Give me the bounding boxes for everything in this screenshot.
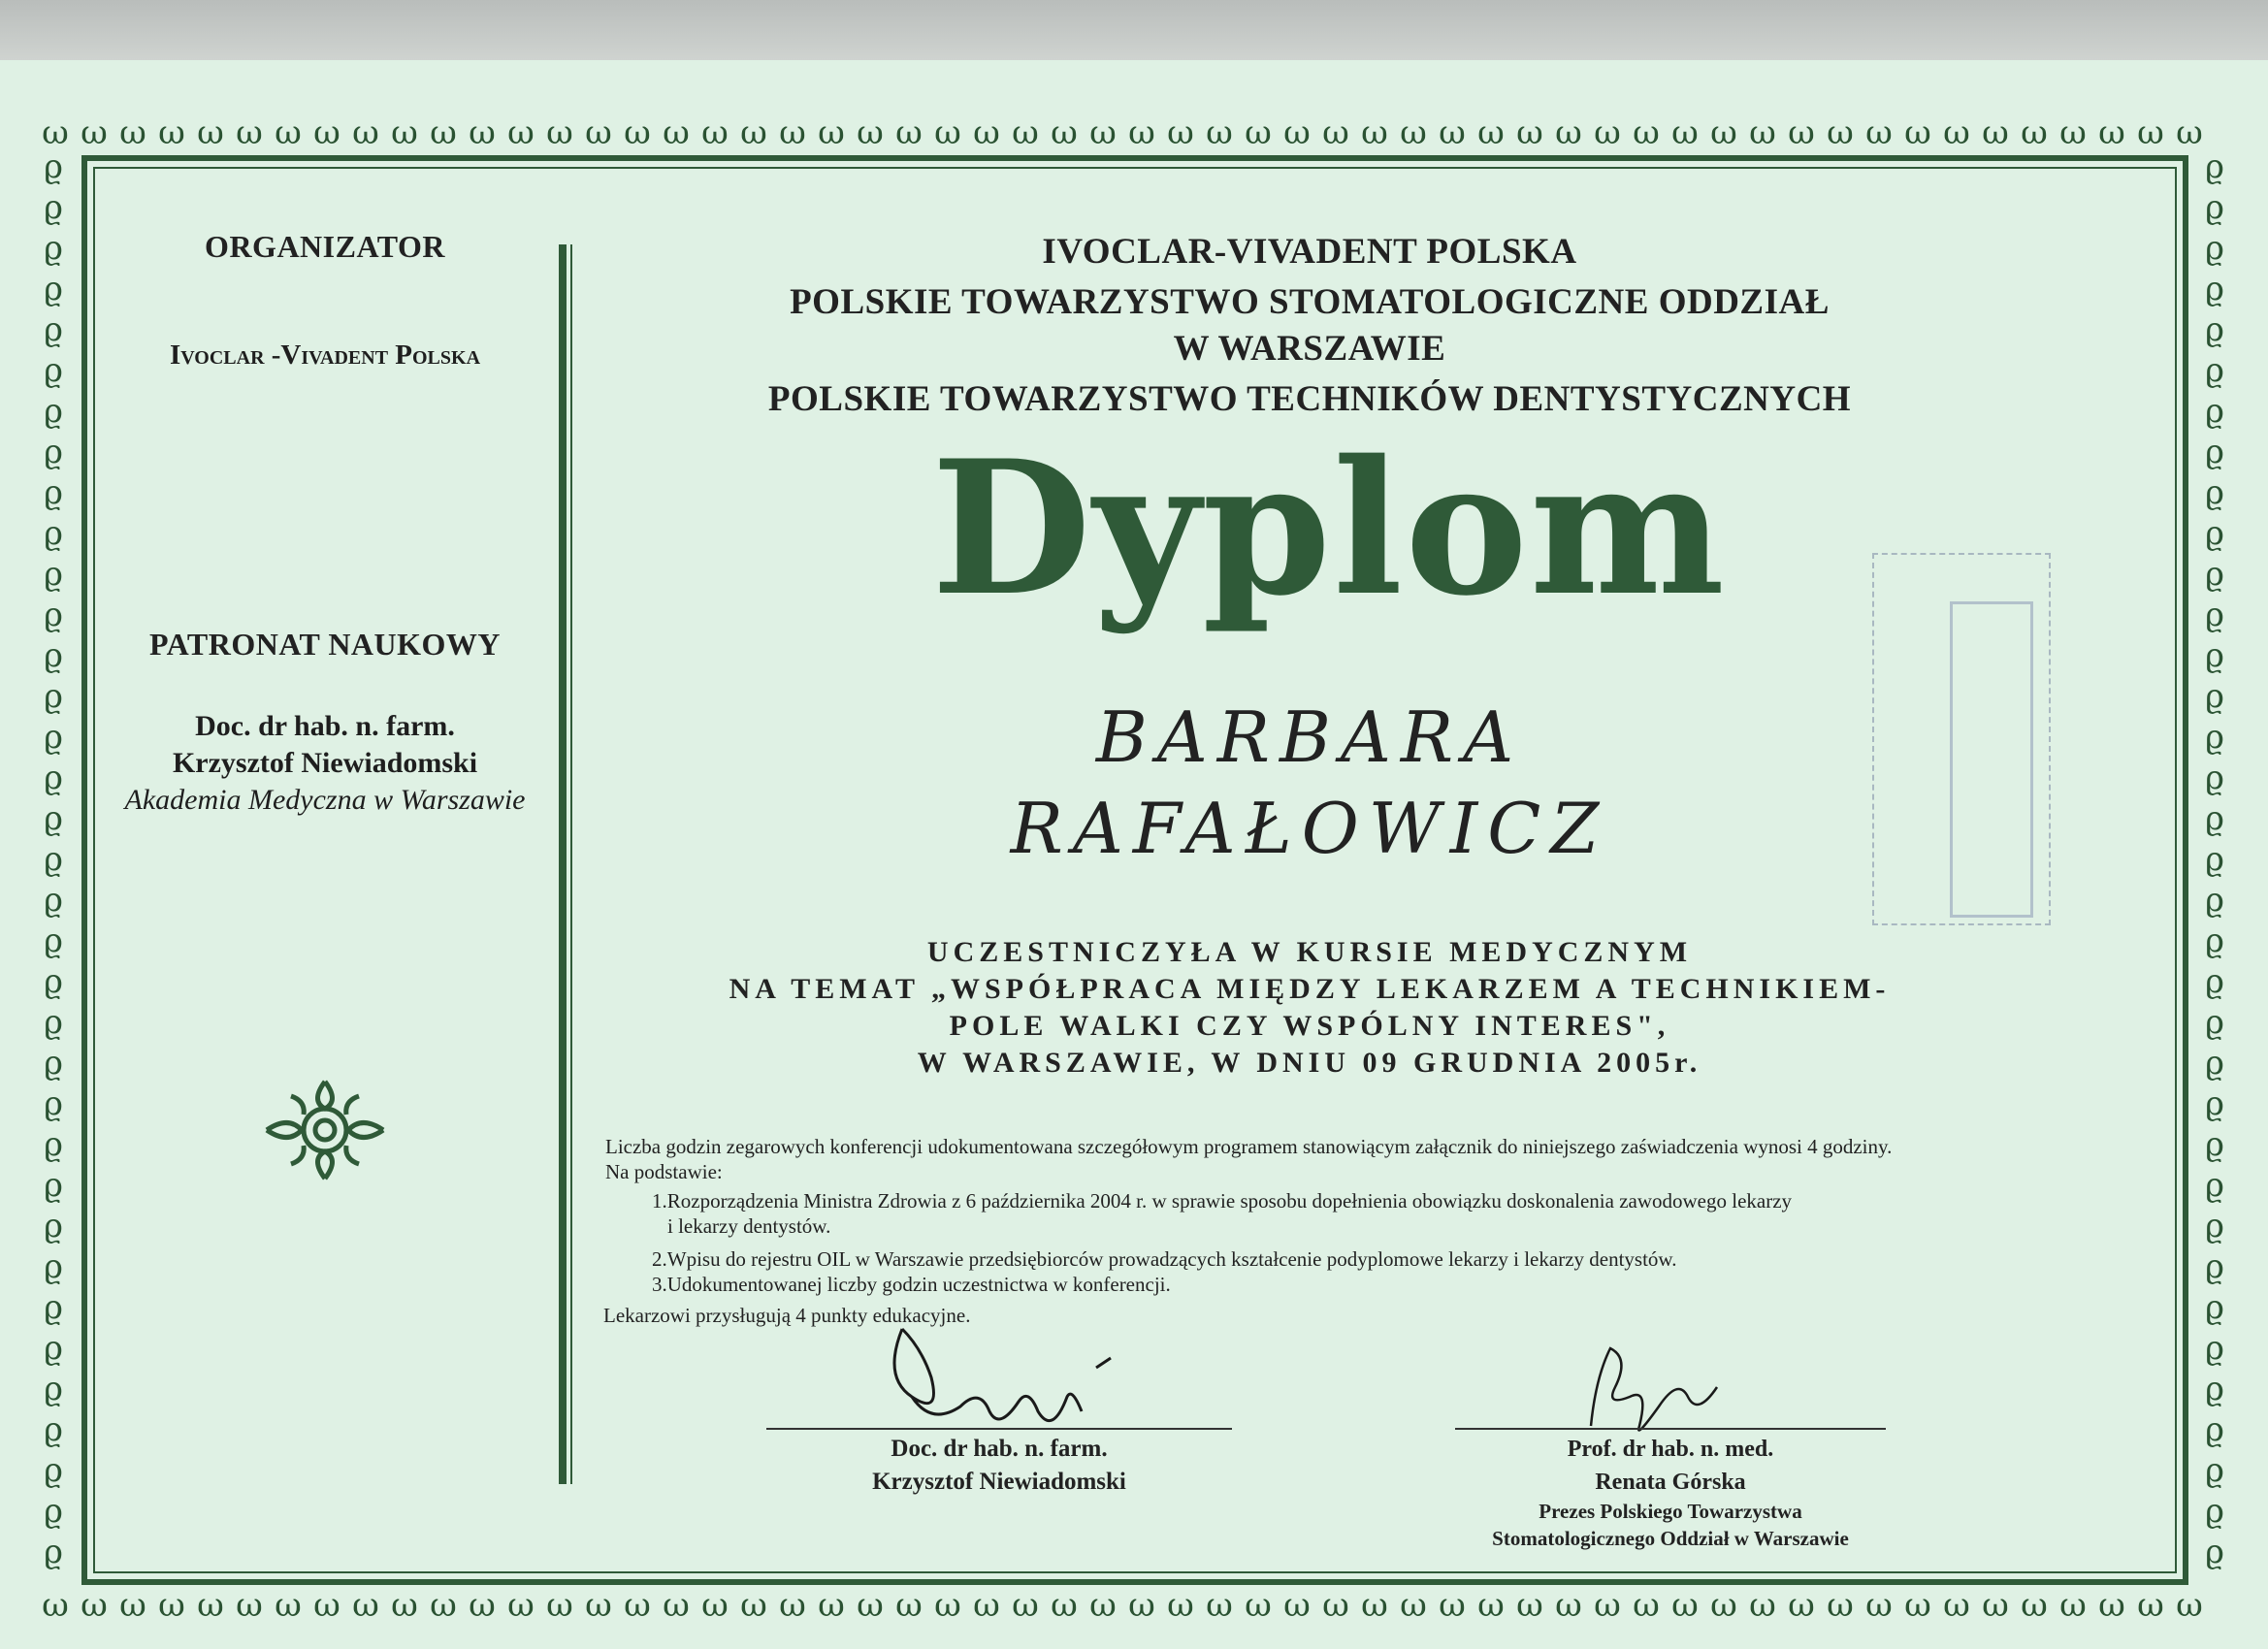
border-scroll-ornament: ω xyxy=(1128,118,1155,147)
border-scroll-ornament: ω xyxy=(2176,1591,2203,1620)
border-scroll-ornament: ω xyxy=(42,118,69,147)
right-signer-role-1: Prezes Polskiego Towarzystwa xyxy=(1539,1500,1802,1523)
border-scroll-ornament: ϱ xyxy=(2205,881,2224,920)
border-scroll-ornament: ω xyxy=(275,1591,302,1620)
border-scroll-ornament: ω xyxy=(430,118,457,147)
border-scroll-ornament: ω xyxy=(1322,1591,1349,1620)
border-scroll-ornament: ω xyxy=(1594,1591,1621,1620)
border-scroll-ornament: ω xyxy=(1089,1591,1117,1620)
border-scroll-ornament: ω xyxy=(1322,118,1349,147)
border-scroll-ornament: ϱ xyxy=(2205,351,2224,390)
scan-top-edge xyxy=(0,0,2268,60)
border-scroll-ornament: ω xyxy=(1671,1591,1699,1620)
border-scroll-ornament: ω xyxy=(624,1591,651,1620)
border-scroll-ornament: ω xyxy=(1361,118,1388,147)
header-line-1: IVOCLAR-VIVADENT POLSKA xyxy=(1042,232,1577,272)
border-scroll-ornament: ϱ xyxy=(44,1288,63,1327)
border-scroll-ornament: ω xyxy=(701,118,729,147)
border-scroll-ornament: ϱ xyxy=(44,677,63,716)
border-scroll-ornament: ω xyxy=(585,1591,612,1620)
border-scroll-ornament: ω xyxy=(1865,1591,1893,1620)
border-scroll-ornament: ϱ xyxy=(2205,1247,2224,1286)
border-scroll-ornament: ω xyxy=(1633,118,1660,147)
border-scroll-ornament: ϱ xyxy=(44,351,63,390)
border-scroll-ornament: ω xyxy=(1283,118,1311,147)
border-scroll-ornament: ϱ xyxy=(44,1044,63,1083)
border-scroll-ornament: ω xyxy=(1555,1591,1582,1620)
border-scroll-ornament: ω xyxy=(391,118,418,147)
border-scroll-ornament: ϱ xyxy=(2205,1410,2224,1449)
border-scroll-ornament: ϱ xyxy=(2205,1125,2224,1164)
border-scroll-ornament: ω xyxy=(1089,118,1117,147)
border-scroll-ornament: ω xyxy=(42,1591,69,1620)
right-signer-name: Renata Górska xyxy=(1595,1470,1746,1495)
border-scroll-ornament: ω xyxy=(158,118,185,147)
border-scroll-ornament: ω xyxy=(1206,1591,1233,1620)
border-scroll-ornament: ω xyxy=(1788,1591,1815,1620)
border-scroll-ornament: ϱ xyxy=(2205,718,2224,757)
border-scroll-ornament: ω xyxy=(740,1591,767,1620)
border-scroll-ornament: ω xyxy=(507,1591,535,1620)
points-statement: Lekarzowi przysługują 4 punkty edukacyjne. xyxy=(603,1304,971,1327)
border-scroll-ornament: ω xyxy=(1749,1591,1776,1620)
border-scroll-ornament: ω xyxy=(1555,118,1582,147)
recipient-last-name: RAFAŁOWICZ xyxy=(1010,788,1609,869)
patron-title: Doc. dr hab. n. farm. xyxy=(195,710,455,742)
border-scroll-ornament: ω xyxy=(1051,1591,1078,1620)
border-scroll-ornament: ϱ xyxy=(44,147,63,186)
border-scroll-ornament: ϱ xyxy=(2205,1166,2224,1205)
border-scroll-ornament: ϱ xyxy=(2205,677,2224,716)
border-scroll-ornament: ϱ xyxy=(2205,392,2224,431)
border-scroll-ornament: ϱ xyxy=(44,1084,63,1123)
column-divider-thin xyxy=(570,244,572,1484)
border-scroll-ornament: ω xyxy=(1206,118,1233,147)
border-scroll-ornament: ω xyxy=(2021,1591,2048,1620)
border-scroll-ornament: ϱ xyxy=(44,229,63,268)
border-scroll-ornament: ω xyxy=(119,118,146,147)
border-scroll-ornament: ϱ xyxy=(44,514,63,553)
border-scroll-ornament: ϱ xyxy=(2205,1044,2224,1083)
basis-item-2: 2.Wpisu do rejestru OIL w Warszawie przedsiębiorców prowadzących kształcenie podyplomowe lekarzy i lekarzy dentystów. xyxy=(652,1247,1677,1271)
border-scroll-ornament: ω xyxy=(1904,118,1931,147)
border-scroll-ornament: ω xyxy=(1749,118,1776,147)
border-scroll-ornament: ω xyxy=(818,1591,845,1620)
border-scroll-ornament: ω xyxy=(1827,118,1854,147)
border-scroll-ornament: ω xyxy=(2176,118,2203,147)
hours-statement: Liczba godzin zegarowych konferencji udokumentowana szczegółowym programem stanowiącym załącznik do niniejszego zaświadczenia wynosi 4 godziny. xyxy=(605,1135,1893,1158)
border-scroll-ornament: ϱ xyxy=(2205,1329,2224,1368)
border-scroll-ornament: ω xyxy=(391,1591,418,1620)
recipient-first-name: BARBARA xyxy=(1095,696,1524,778)
border-scroll-ornament: ϱ xyxy=(2205,1207,2224,1245)
right-signature-line xyxy=(1455,1428,1886,1430)
border-scroll-ornament: ϱ xyxy=(44,1329,63,1368)
border-scroll-ornament: ϱ xyxy=(2205,473,2224,512)
border-scroll-ornament: ϱ xyxy=(44,840,63,879)
border-right-scrolls xyxy=(2198,147,2231,1591)
border-scroll-ornament: ω xyxy=(585,118,612,147)
border-scroll-ornament: ω xyxy=(857,118,884,147)
border-scroll-ornament: ω xyxy=(1982,118,2009,147)
border-scroll-ornament: ω xyxy=(1671,118,1699,147)
border-scroll-ornament: ϱ xyxy=(44,1247,63,1286)
border-scroll-ornament: ω xyxy=(2059,1591,2087,1620)
border-scroll-ornament: ω xyxy=(1710,1591,1737,1620)
border-scroll-ornament: ω xyxy=(197,118,224,147)
border-scroll-ornament: ω xyxy=(2059,118,2087,147)
border-scroll-ornament: ϱ xyxy=(44,962,63,1001)
border-scroll-ornament: ϱ xyxy=(44,1533,63,1571)
border-scroll-ornament: ϱ xyxy=(2205,759,2224,797)
border-scroll-ornament: ω xyxy=(507,118,535,147)
border-scroll-ornament: ω xyxy=(236,1591,263,1620)
celtic-ornament-icon xyxy=(257,1072,393,1188)
border-scroll-ornament: ω xyxy=(895,1591,923,1620)
patron-institution: Akademia Medyczna w Warszawie xyxy=(124,784,526,816)
border-scroll-ornament: ω xyxy=(779,1591,806,1620)
border-scroll-ornament: ω xyxy=(1865,118,1893,147)
diploma-title: Dyplom xyxy=(931,420,1727,636)
border-scroll-ornament: ω xyxy=(352,1591,379,1620)
border-scroll-ornament: ϱ xyxy=(2205,962,2224,1001)
border-scroll-ornament: ω xyxy=(1594,118,1621,147)
basis-item-1: 1.Rozporządzenia Ministra Zdrowia z 6 października 2004 r. w sprawie sposobu dopełnienia obowiązku doskonalenia zawodowego lekarzy xyxy=(652,1189,1793,1212)
border-scroll-ornament: ω xyxy=(1245,1591,1272,1620)
border-scroll-ornament: ϱ xyxy=(2205,1533,2224,1571)
border-scroll-ornament: ω xyxy=(158,1591,185,1620)
border-scroll-ornament: ω xyxy=(197,1591,224,1620)
border-scroll-ornament: ϱ xyxy=(2205,147,2224,186)
border-scroll-ornament: ϱ xyxy=(44,1166,63,1205)
right-signer-role-2: Stomatologicznego Oddział w Warszawie xyxy=(1492,1527,1849,1550)
header-line-4: POLSKIE TOWARZYSTWO TECHNIKÓW DENTYSTYCZNYCH xyxy=(767,379,1852,419)
border-scroll-ornament: ω xyxy=(1400,1591,1427,1620)
border-scroll-ornament: ϱ xyxy=(44,881,63,920)
border-scroll-ornament: ω xyxy=(2098,118,2125,147)
border-scroll-ornament: ω xyxy=(430,1591,457,1620)
border-scroll-ornament: ω xyxy=(275,118,302,147)
border-scroll-ornament: ϱ xyxy=(2205,188,2224,227)
border-scroll-ornament: ω xyxy=(934,118,961,147)
left-signer-title: Doc. dr hab. n. farm. xyxy=(891,1436,1108,1462)
border-scroll-ornament: ϱ xyxy=(44,718,63,757)
border-scroll-ornament: ω xyxy=(1439,1591,1466,1620)
border-scroll-ornament: ω xyxy=(1633,1591,1660,1620)
faded-stamp-inner xyxy=(1950,601,2033,918)
border-scroll-ornament: ω xyxy=(1904,1591,1931,1620)
course-line-2: NA TEMAT „WSPÓŁPRACA MIĘDZY LEKARZEM A TECHNIKIEM- xyxy=(729,973,1891,1005)
border-scroll-ornament: ϱ xyxy=(44,799,63,838)
border-scroll-ornament: ϱ xyxy=(2205,310,2224,349)
border-left-scrolls xyxy=(37,147,70,1591)
border-scroll-ornament: ϱ xyxy=(44,433,63,471)
border-bottom-scrolls xyxy=(37,1591,2231,1620)
border-scroll-ornament: ϱ xyxy=(2205,799,2224,838)
border-scroll-ornament: ϱ xyxy=(44,473,63,512)
border-scroll-ornament: ω xyxy=(934,1591,961,1620)
border-scroll-ornament: ω xyxy=(779,118,806,147)
border-scroll-ornament: ϱ xyxy=(2205,270,2224,308)
border-scroll-ornament: ϱ xyxy=(44,188,63,227)
border-scroll-ornament: ω xyxy=(1439,118,1466,147)
border-scroll-ornament: ϱ xyxy=(44,1003,63,1042)
border-scroll-ornament: ω xyxy=(1167,118,1194,147)
organizer-name: Ivoclar -Vivadent Polska xyxy=(169,340,481,371)
organizer-heading: ORGANIZATOR xyxy=(205,229,445,264)
border-scroll-ornament: ω xyxy=(1982,1591,2009,1620)
border-scroll-ornament: ω xyxy=(1943,1591,1970,1620)
border-scroll-ornament: ϱ xyxy=(2205,433,2224,471)
border-scroll-ornament: ϱ xyxy=(2205,1003,2224,1042)
border-scroll-ornament: ϱ xyxy=(44,310,63,349)
border-scroll-ornament: ϱ xyxy=(2205,1451,2224,1490)
border-scroll-ornament: ω xyxy=(313,1591,340,1620)
border-scroll-ornament: ω xyxy=(663,1591,690,1620)
patron-name: Krzysztof Niewiadomski xyxy=(172,747,478,779)
course-line-1: UCZESTNICZYŁA W KURSIE MEDYCZNYM xyxy=(926,936,1693,968)
header-line-2: POLSKIE TOWARZYSTWO STOMATOLOGICZNE ODDZIAŁ xyxy=(790,282,1830,322)
border-scroll-ornament: ω xyxy=(1827,1591,1854,1620)
border-scroll-ornament: ϱ xyxy=(44,1125,63,1164)
border-scroll-ornament: ϱ xyxy=(2205,229,2224,268)
border-scroll-ornament: ω xyxy=(352,118,379,147)
border-scroll-ornament: ω xyxy=(740,118,767,147)
border-scroll-ornament: ϱ xyxy=(2205,1492,2224,1531)
course-line-4: W WARSZAWIE, W DNIU 09 GRUDNIA 2005r. xyxy=(917,1047,1702,1079)
basis-label: Na podstawie: xyxy=(605,1160,723,1183)
header-line-3: W WARSZAWIE xyxy=(1173,329,1446,369)
border-scroll-ornament: ϱ xyxy=(44,1207,63,1245)
border-scroll-ornament: ω xyxy=(1943,118,1970,147)
left-signer-name: Krzysztof Niewiadomski xyxy=(872,1469,1126,1495)
border-top-scrolls xyxy=(37,118,2231,147)
border-scroll-ornament: ω xyxy=(469,118,496,147)
border-scroll-ornament: ϱ xyxy=(44,759,63,797)
border-scroll-ornament: ϱ xyxy=(44,270,63,308)
border-scroll-ornament: ω xyxy=(1477,118,1505,147)
border-scroll-ornament: ω xyxy=(973,1591,1000,1620)
border-scroll-ornament: ω xyxy=(818,118,845,147)
border-scroll-ornament: ω xyxy=(1477,1591,1505,1620)
border-scroll-ornament: ω xyxy=(1361,1591,1388,1620)
border-scroll-ornament: ϱ xyxy=(44,922,63,960)
right-signer-title: Prof. dr hab. n. med. xyxy=(1567,1437,1774,1462)
border-scroll-ornament: ϱ xyxy=(44,596,63,634)
column-divider xyxy=(559,244,567,1484)
border-scroll-ornament: ϱ xyxy=(2205,840,2224,879)
border-scroll-ornament: ϱ xyxy=(44,1370,63,1408)
left-signature-icon xyxy=(873,1319,1164,1445)
border-scroll-ornament: ϱ xyxy=(44,1492,63,1531)
border-scroll-ornament: ω xyxy=(1283,1591,1311,1620)
left-signature-line xyxy=(766,1428,1232,1430)
border-scroll-ornament: ϱ xyxy=(2205,596,2224,634)
border-scroll-ornament: ϱ xyxy=(2205,1370,2224,1408)
course-line-3: POLE WALKI CZY WSPÓLNY INTERES", xyxy=(949,1010,1670,1042)
basis-item-1-cont: i lekarzy dentystów. xyxy=(667,1214,831,1238)
border-scroll-ornament: ω xyxy=(973,118,1000,147)
border-scroll-ornament: ω xyxy=(1516,1591,1543,1620)
border-scroll-ornament: ω xyxy=(663,118,690,147)
border-scroll-ornament: ϱ xyxy=(2205,922,2224,960)
border-scroll-ornament: ω xyxy=(1167,1591,1194,1620)
patron-heading: PATRONAT NAUKOWY xyxy=(148,627,502,662)
border-scroll-ornament: ω xyxy=(624,118,651,147)
border-scroll-ornament: ω xyxy=(236,118,263,147)
border-scroll-ornament: ω xyxy=(2021,118,2048,147)
border-scroll-ornament: ω xyxy=(2137,1591,2164,1620)
border-scroll-ornament: ω xyxy=(1012,1591,1039,1620)
border-scroll-ornament: ω xyxy=(1400,118,1427,147)
border-scroll-ornament: ω xyxy=(2098,1591,2125,1620)
border-scroll-ornament: ϱ xyxy=(2205,1084,2224,1123)
border-scroll-ornament: ϱ xyxy=(2205,636,2224,675)
border-scroll-ornament: ω xyxy=(1128,1591,1155,1620)
border-scroll-ornament: ϱ xyxy=(44,636,63,675)
border-scroll-ornament: ω xyxy=(1516,118,1543,147)
border-scroll-ornament: ω xyxy=(81,1591,108,1620)
border-scroll-ornament: ω xyxy=(546,1591,573,1620)
border-scroll-ornament: ω xyxy=(2137,118,2164,147)
border-scroll-ornament: ω xyxy=(1788,118,1815,147)
border-scroll-ornament: ω xyxy=(1012,118,1039,147)
border-scroll-ornament: ω xyxy=(81,118,108,147)
border-scroll-ornament: ω xyxy=(895,118,923,147)
border-scroll-ornament: ω xyxy=(546,118,573,147)
basis-item-3: 3.Udokumentowanej liczby godzin uczestnictwa w konferencji. xyxy=(652,1273,1171,1296)
border-scroll-ornament: ϱ xyxy=(44,1410,63,1449)
border-scroll-ornament: ϱ xyxy=(44,555,63,594)
border-scroll-ornament: ϱ xyxy=(2205,1288,2224,1327)
border-scroll-ornament: ω xyxy=(1245,118,1272,147)
border-scroll-ornament: ω xyxy=(1051,118,1078,147)
border-scroll-ornament: ϱ xyxy=(44,1451,63,1490)
border-scroll-ornament: ω xyxy=(313,118,340,147)
border-scroll-ornament: ω xyxy=(469,1591,496,1620)
border-scroll-ornament: ω xyxy=(1710,118,1737,147)
border-scroll-ornament: ω xyxy=(701,1591,729,1620)
border-scroll-ornament: ϱ xyxy=(2205,514,2224,553)
border-scroll-ornament: ω xyxy=(857,1591,884,1620)
border-scroll-ornament: ϱ xyxy=(2205,555,2224,594)
border-scroll-ornament: ω xyxy=(119,1591,146,1620)
border-scroll-ornament: ϱ xyxy=(44,392,63,431)
